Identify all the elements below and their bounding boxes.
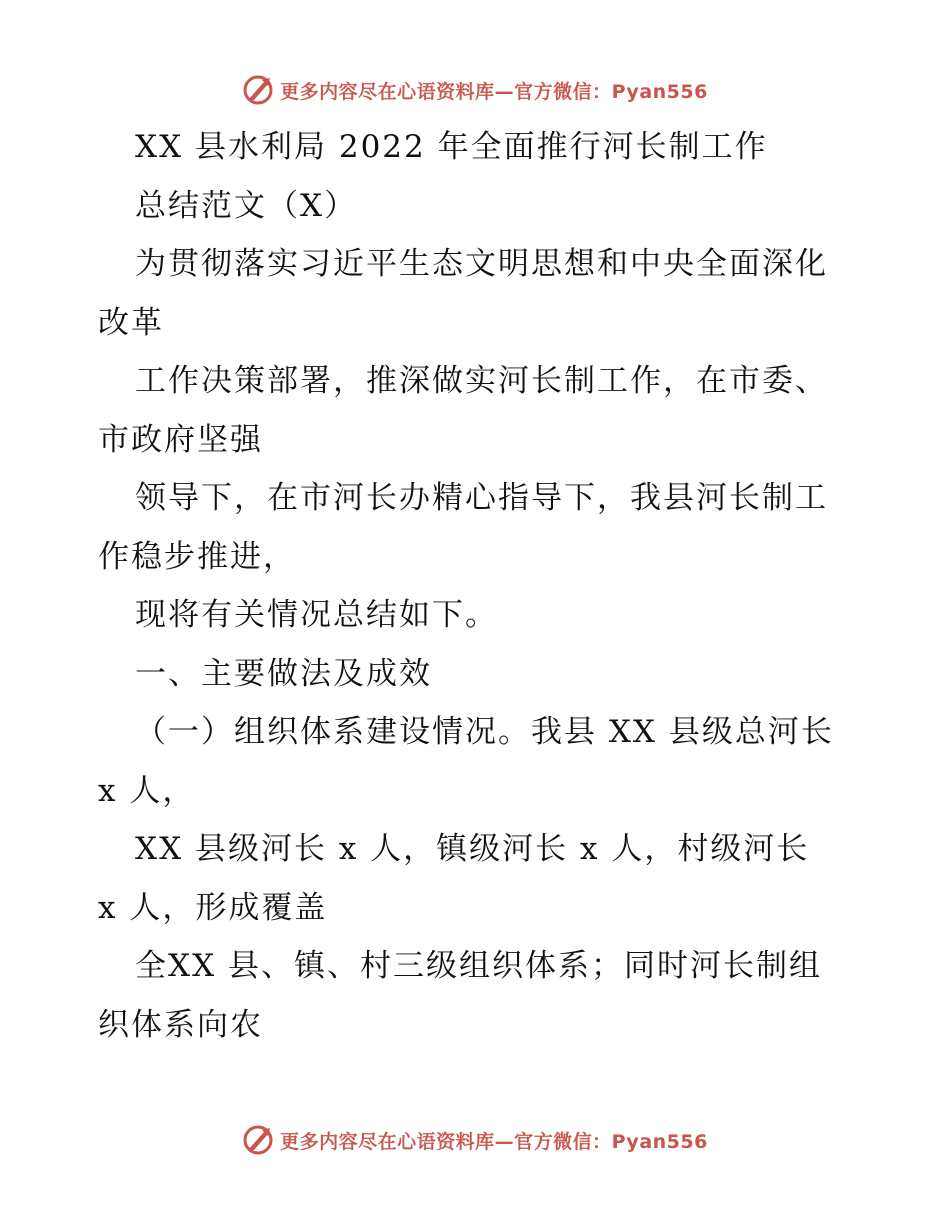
banner-text: 更多内容尽在心语资料库—官方微信：Pyan556 [280,1130,708,1153]
header-banner [0,70,950,110]
document-line: 织体系向农 [98,1006,263,1043]
document-line: 作稳步推进， [98,538,296,575]
document-line: XX 县级河长 x 人，镇级河长 x 人，村级河长 [135,831,810,867]
banner-text: 更多内容尽在心语资料库—官方微信：Pyan556 [280,80,708,103]
document-line: 改革 [98,304,164,341]
document-line: 现将有关情况总结如下。 [135,597,498,633]
footer-banner [0,1120,950,1160]
section-heading: 一、主要做法及成效 [135,655,432,692]
document-line: （一）组织体系建设情况。我县 XX 县级总河长 [135,714,834,750]
document-line: x 人， [98,772,196,809]
document-line: 总结范文（X） [135,187,358,224]
document-line: XX 县水利局 2022 年全面推行河长制工作 [135,129,768,165]
quill-logo-icon [242,74,274,106]
document-line: x 人，形成覆盖 [98,889,328,926]
document-line: 为贯彻落实习近平生态文明思想和中央全面深化 [135,246,828,282]
document-line: 工作决策部署，推深做实河长制工作，在市委、 [135,363,828,399]
document-line: 全XX 县、镇、村三级组织体系；同时河长制组 [135,948,822,984]
document-line: 领导下，在市河长办精心指导下，我县河长制工 [135,480,828,516]
document-body [98,118,858,1054]
document-line: 市政府坚强 [98,421,263,458]
quill-logo-icon [242,1124,274,1156]
